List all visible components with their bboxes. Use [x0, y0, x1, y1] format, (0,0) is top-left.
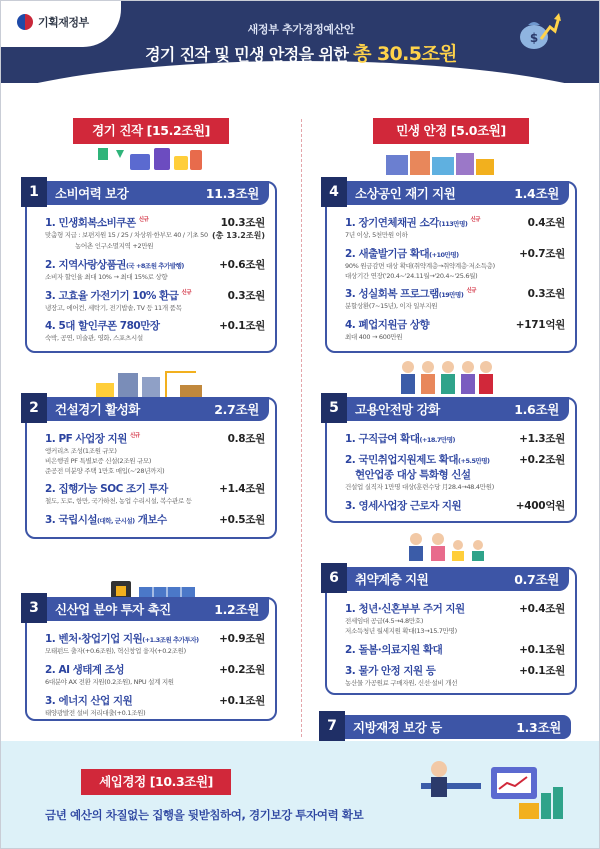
- card-items: [345, 215, 565, 348]
- card-header: [29, 597, 269, 621]
- item-desc: 맞춤형 지급 : 보편지원 15 / 25 / 차상위·한부모 40 / 기초 50: [45, 231, 208, 239]
- item-amount: +1.3조원: [519, 433, 565, 445]
- card-header: [329, 181, 569, 205]
- item-name: 1. 민생회복소비쿠폰: [45, 217, 136, 229]
- list-item: [45, 481, 265, 506]
- center-divider: [301, 119, 302, 737]
- header-title-total: 총 30.5조원: [353, 43, 457, 65]
- card-consumption: [25, 181, 277, 353]
- revenue-ribbon: 세입경정 [10.3조원]: [81, 769, 231, 795]
- card-employment: [325, 397, 577, 523]
- card-number: 2: [21, 393, 47, 423]
- item-desc: 분할상환(7~15년), 이자 일부지원: [345, 302, 438, 311]
- item-name: 3. 성실회복 프로그램: [345, 288, 439, 301]
- item-amount: +0.1조원: [519, 643, 565, 656]
- item-name: 2. AI 생태계 조성: [45, 663, 125, 676]
- item-sub: (19만명): [438, 291, 464, 300]
- item-desc: 비은행권 PF 특별보증 신설(2조원 규모): [45, 456, 152, 465]
- item-name: 2. 지역사랑상품권: [45, 258, 126, 271]
- card-number: 7: [319, 711, 345, 741]
- money-bag-icon: [517, 9, 561, 51]
- card-items: [345, 601, 565, 693]
- item-amount: 0.8조원: [227, 433, 265, 445]
- ministry-name: 기획재정부: [38, 16, 89, 29]
- card-amount: 11.3조원: [205, 186, 259, 201]
- item-desc: 7년 이상, 5천만원 이하: [345, 231, 408, 239]
- section-ribbon-stimulus: 경기 진작 [15.2조원]: [73, 118, 229, 144]
- item-desc: 농어촌 인구소멸지역 +2만원: [75, 242, 154, 250]
- item-amount: +0.2조원: [519, 454, 565, 466]
- item-name: 1. 벤처·창업기업 지원: [45, 633, 143, 645]
- item-desc: 저소득청년 월세지원 확대(13→15.7만명): [345, 626, 457, 635]
- item-name: 4. 5대 할인쿠폰 780만장: [45, 320, 160, 333]
- list-item: [345, 663, 565, 688]
- header-title-prefix: 경기 진작 및 민생 안정을 위한: [145, 45, 349, 64]
- item-desc: 최대 400 → 600만원: [345, 333, 403, 342]
- item-sub: (113만명): [438, 220, 468, 228]
- card-title: 건설경기 활성화: [55, 402, 140, 417]
- card-number: 4: [321, 177, 347, 207]
- item-sub: (+5.5만명): [458, 457, 490, 465]
- list-item: [45, 512, 265, 527]
- item-sub: (+18.7만명): [419, 436, 455, 444]
- list-item: [345, 317, 565, 342]
- card-title: 신산업 분야 투자 촉진: [55, 602, 171, 617]
- item-desc: 농산물 가공원료 구매자원, 신선·설비 개선: [345, 678, 458, 687]
- storefront-illustration: [386, 147, 496, 175]
- item-name: 3. 영세사업장 근로자 지원: [345, 499, 462, 512]
- new-badge: 신규: [181, 289, 192, 296]
- item-amount: 0.4조원: [527, 217, 565, 229]
- item-desc: 앵커리츠 조성(1조원 규모): [45, 447, 117, 455]
- item-name: 4. 폐업지원금 상향: [345, 319, 430, 332]
- item-amount: +0.7조원: [519, 247, 565, 260]
- item-amount: +0.9조원: [219, 633, 265, 645]
- list-item: [45, 288, 265, 313]
- list-item: [345, 601, 565, 636]
- item-desc: 모태펀드 출자(+0.6조원), 혁신창업 융자(+0.2조원): [45, 647, 186, 655]
- item-name: 3. 국립시설: [45, 514, 98, 527]
- item-name: 3. 물가 안정 지원 등: [345, 664, 436, 677]
- item-amount: +0.1조원: [219, 320, 265, 333]
- item-name: 1. 청년·신혼부부 주거 지원: [345, 603, 465, 615]
- item-desc: 90% 원금감면 대상 확대(취약계층→취약계층·저소득층): [345, 261, 495, 270]
- item-desc: 준공전 미분양 주택 1만호 매입(~'28년까지): [45, 466, 165, 475]
- list-item: [45, 257, 265, 282]
- item-amount: +0.5조원: [219, 514, 265, 527]
- list-item: [45, 631, 265, 656]
- card-header: [329, 567, 569, 591]
- card-number: 6: [321, 563, 347, 593]
- item-amount: +0.1조원: [519, 664, 565, 677]
- card-construction: [25, 397, 277, 539]
- shopping-illustration: [96, 144, 206, 174]
- header-subtitle: 새정부 추가경정예산안: [247, 23, 355, 36]
- item-desc: 태양광발전 설비 저리대출(+0.1조원): [45, 708, 146, 717]
- card-header: [29, 397, 269, 421]
- item-sub: (+1.3조원 추가투자): [142, 636, 199, 644]
- new-badge: 신규: [130, 433, 140, 439]
- card-items: [45, 631, 265, 723]
- item-desc: 전세임대 공급(4.5→4.8만호): [345, 617, 424, 625]
- card-vulnerable: [325, 567, 577, 695]
- item-desc: 냉장고, 에어컨, 세탁기, 전기밥솥, TV 등 11개 품목: [45, 303, 182, 312]
- item-total: (총 13.2조원): [211, 231, 265, 240]
- card-title: 취약계층 지원: [355, 572, 429, 587]
- list-item: [345, 498, 565, 513]
- item-amount: +171억원: [515, 319, 565, 332]
- card-header: [327, 715, 571, 739]
- card-title: 소상공인 재기 지원: [355, 186, 456, 201]
- item-name: 3. 에너지 산업 지원: [45, 694, 133, 707]
- item-sub: (국 +8조원 추가발행): [125, 261, 184, 270]
- item-name: 1. 장기연체채권 소각: [345, 217, 439, 229]
- card-amount: 1.4조원: [514, 186, 559, 201]
- item-amount: 0.3조원: [527, 288, 565, 301]
- revenue-text: 금년 예산의 차질없는 집행을 뒷받침하여, 경기보강 투자여력 확보: [45, 808, 364, 822]
- item-desc: 6대분야 AX 전환 지원(0.2조원), NPU 설계 지원: [45, 677, 174, 686]
- item-amount: +0.6조원: [219, 258, 265, 271]
- card-small-business: [325, 181, 577, 353]
- card-amount: 0.7조원: [514, 572, 559, 587]
- item-name: 2. 국민취업지원제도 확대: [345, 454, 459, 466]
- card-title: 소비여력 보강: [55, 186, 129, 201]
- item-amount: +0.1조원: [219, 694, 265, 707]
- section-ribbon-livelihood: 민생 안정 [5.0조원]: [373, 118, 529, 144]
- card-title: 고용안전망 강화: [355, 402, 440, 417]
- list-item: [345, 286, 565, 311]
- header-title: [1, 39, 600, 66]
- new-badge: 신규: [466, 288, 477, 295]
- card-header: [29, 181, 269, 205]
- card-header: [329, 397, 569, 421]
- construction-illustration: [96, 369, 206, 399]
- item-name-line2: 현안업종 대상 특화형 신설: [355, 469, 471, 481]
- list-item: [45, 431, 265, 475]
- list-item: [345, 452, 565, 492]
- list-item: [45, 693, 265, 718]
- item-name-suffix: 개보수: [134, 514, 167, 527]
- item-sub: (대학, 군시설): [97, 517, 135, 526]
- item-amount: +0.2조원: [219, 663, 265, 676]
- item-name: 1. PF 사업장 지원: [45, 433, 127, 445]
- office-workers-illustration: [401, 753, 571, 823]
- item-name: 2. 돌봄·의료지원 확대: [345, 643, 443, 656]
- list-item: [345, 215, 565, 240]
- list-item: [45, 318, 265, 343]
- card-amount: 2.7조원: [214, 402, 259, 417]
- card-local-finance: [325, 715, 577, 735]
- card-number: 5: [321, 393, 347, 423]
- list-item: [45, 662, 265, 687]
- list-item: [345, 642, 565, 657]
- item-amount: +1.4조원: [219, 483, 265, 496]
- list-item: [345, 431, 565, 446]
- family-illustration: [396, 531, 496, 561]
- card-items: [45, 431, 265, 533]
- item-sub: (+10만명): [429, 250, 459, 259]
- card-number: 1: [21, 177, 47, 207]
- new-badge: 신규: [138, 217, 149, 223]
- item-amount: 10.3조원: [220, 217, 265, 229]
- card-number: 3: [21, 593, 47, 623]
- card-new-industry: [25, 597, 277, 721]
- list-item: [45, 215, 265, 251]
- list-item: [345, 246, 565, 281]
- item-name: 2. 집행가능 SOC 조기 투자: [45, 483, 168, 496]
- item-name: 2. 새출발기금 확대: [345, 247, 430, 260]
- item-desc: 건설업 실직자 1만명 대상(훈련수당 月28.4→48.4만원): [345, 483, 494, 491]
- item-amount: +0.4조원: [519, 603, 565, 615]
- header: [1, 1, 600, 83]
- item-amount: 0.3조원: [227, 289, 265, 302]
- item-name: 3. 고효율 가전기기 10% 환급: [45, 289, 179, 302]
- card-amount: 1.6조원: [514, 402, 559, 417]
- card-amount: 1.3조원: [516, 720, 561, 735]
- card-amount: 1.2조원: [214, 602, 259, 617]
- card-title: 지방재정 보강 등: [353, 720, 442, 735]
- item-name: 1. 구직급여 확대: [345, 433, 420, 445]
- item-desc: 소비자 할인율 최대 10% → 최대 15%로 상향: [45, 272, 168, 281]
- item-desc: 숙박, 공연, 미술관, 영화, 스포츠시설: [45, 334, 143, 343]
- item-desc: 대상기간 연장('20.4~'24.11월→'20.4~'25.6월): [345, 271, 478, 280]
- card-items: [45, 215, 265, 349]
- new-badge: 신규: [470, 217, 481, 223]
- card-items: [345, 431, 565, 519]
- item-desc: 철도, 도로, 항만, 국가하천, 농업 수리시설, 복수관로 등: [45, 497, 192, 506]
- people-illustration: [396, 359, 496, 395]
- item-amount: +400억원: [515, 499, 565, 512]
- svg-text:$: $: [529, 31, 539, 45]
